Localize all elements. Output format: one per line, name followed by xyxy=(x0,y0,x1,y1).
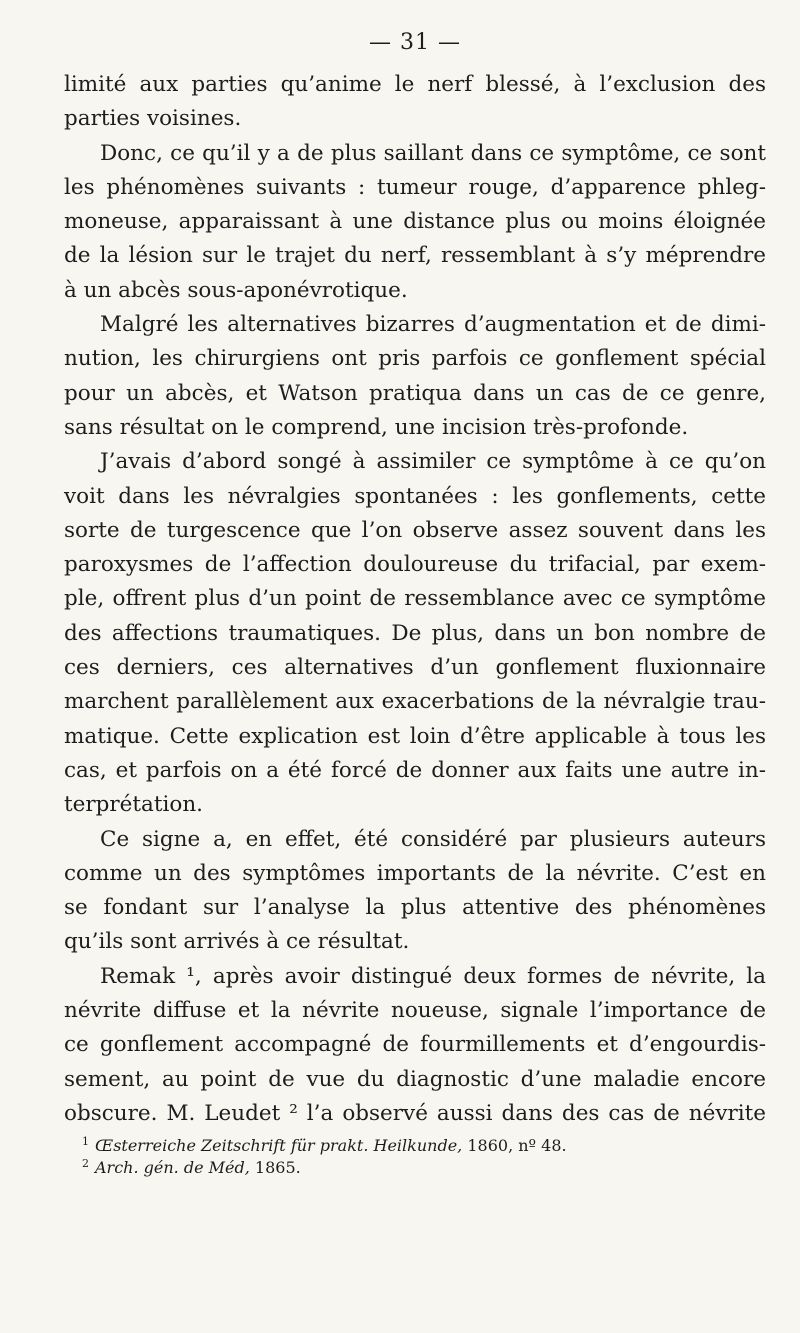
text-line: moneuse, apparaissant à une distance plus ou moins éloignée xyxy=(64,209,766,235)
text-line: se fondant sur l’analyse la plus attentive des phénomènes xyxy=(64,895,766,921)
text-line: comme un des symptômes importants de la névrite. C’est en xyxy=(64,860,766,886)
text-line: marchent parallèlement aux exacerbations de la névralgie trau- xyxy=(64,689,766,715)
text-line: sement, au point de vue du diagnostic d’une maladie encore xyxy=(64,1066,766,1092)
text-line: ces derniers, ces alternatives d’un gonflement fluxionnaire xyxy=(64,655,766,681)
text-line: voit dans les névralgies spontanées : les gonflements, cette xyxy=(64,483,766,509)
text-line: Donc, ce qu’il y a de plus saillant dans ce symptôme, ce sont xyxy=(100,140,766,166)
text-line: J’avais d’abord songé à assimiler ce symptôme à ce qu’on xyxy=(100,449,766,475)
text-line: pour un abcès, et Watson pratiqua dans un cas de ce genre, xyxy=(64,380,766,406)
footnote xyxy=(64,1135,766,1157)
text-line: Remak ¹, après avoir distingué deux formes de névrite, la xyxy=(100,963,766,989)
text-line: sans résultat on le comprend, une incision très-profonde. xyxy=(64,414,689,440)
text-line: qu’ils sont arrivés à ce résultat. xyxy=(64,929,410,955)
text-line: Ce signe a, en effet, été considéré par plusieurs auteurs xyxy=(100,826,766,852)
footnotes xyxy=(64,1135,766,1179)
footnote-detail: 1860, nº 48. xyxy=(462,1136,567,1156)
footnote-source: Arch. gén. de Méd, xyxy=(95,1158,250,1178)
text-line: terprétation. xyxy=(64,792,204,818)
text-line: ce gonflement accompagné de fourmillements et d’engourdis- xyxy=(64,1032,766,1058)
text-line: sorte de turgescence que l’on observe assez souvent dans les xyxy=(64,517,766,543)
text-line: matique. Cette explication est loin d’être applicable à tous les xyxy=(64,723,766,749)
footnote xyxy=(64,1157,766,1179)
footnote-number: 1 xyxy=(82,1135,89,1149)
text-line: nution, les chirurgiens ont pris parfois ce gonflement spécial xyxy=(64,346,766,372)
text-line: limité aux parties qu’anime le nerf blessé, à l’exclusion des xyxy=(64,72,766,97)
footnote-detail: 1865. xyxy=(249,1158,301,1178)
text-line: à un abcès sous-aponévrotique. xyxy=(64,277,408,303)
text-line: les phénomènes suivants : tumeur rouge, d’apparence phleg- xyxy=(64,174,766,200)
text-line: parties voisines. xyxy=(64,106,242,132)
page-number: — 31 — xyxy=(369,30,461,55)
text-line: des affections traumatiques. De plus, dans un bon nombre de xyxy=(64,620,766,646)
text-line: cas, et parfois on a été forcé de donner aux faits une autre in- xyxy=(64,757,766,783)
text-line: paroxysmes de l’affection douloureuse du trifacial, par exem- xyxy=(64,552,766,578)
text-line: Malgré les alternatives bizarres d’augmentation et de dimi- xyxy=(100,312,766,338)
text-line: obscure. M. Leudet ² l’a observé aussi dans des cas de névrite xyxy=(64,1100,766,1126)
text-line: ple, offrent plus d’un point de ressemblance avec ce symptôme xyxy=(64,586,766,612)
text-line: de la lésion sur le trajet du nerf, ressemblant à s’y méprendre xyxy=(64,243,766,269)
book-page xyxy=(64,28,766,1179)
footnote-number: 2 xyxy=(82,1157,89,1171)
text-line: névrite diffuse et la névrite noueuse, signale l’importance de xyxy=(64,998,766,1024)
body-text xyxy=(64,68,766,1131)
footnote-source: Œsterreiche Zeitschrift für prakt. Heilkunde, xyxy=(95,1136,463,1156)
